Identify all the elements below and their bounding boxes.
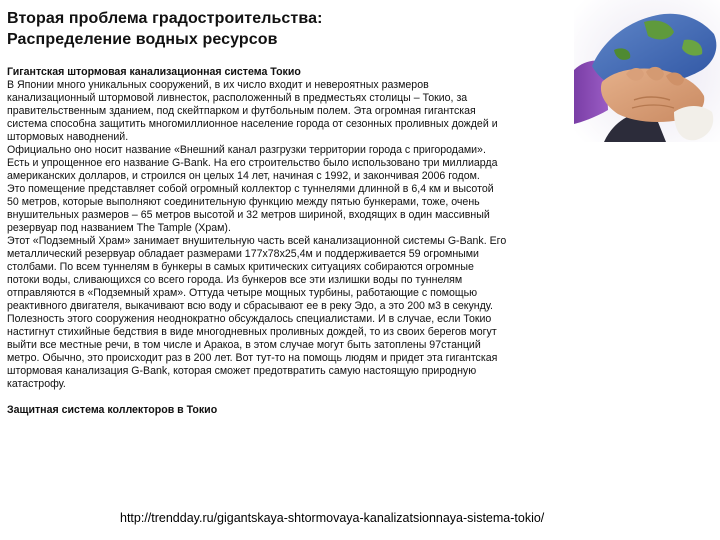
body-line: В Японии много уникальных сооружений, в их число входит и невероятных размеров bbox=[7, 79, 429, 91]
body-line: металлический резервуар обладает размерами 177х78х25,4м и поддерживается 59 огромными bbox=[7, 248, 479, 260]
body-line: правительственным зданием, под скейтпарком и футбольным полем. Эта огромная гигантская bbox=[7, 105, 476, 117]
title-line-2: Распределение водных ресурсов bbox=[7, 31, 278, 48]
body-line: Это помещение представляет собой огромный коллектор с туннелями длинной в 6,4 км и высотой bbox=[7, 183, 494, 195]
title-line-1: Вторая проблема градостроительства: bbox=[7, 10, 323, 27]
source-link[interactable]: http://trendday.ru/gigantskaya-shtormovaya-kanalizatsionnaya-sistema-tokio/ bbox=[120, 511, 545, 525]
body-line: система способна защитить многомиллионное население города от сезонных проливных дождей и bbox=[7, 118, 498, 130]
body-line: Официально оно носит название «Внешний канал разгрузки территории города с пригородами». bbox=[7, 144, 486, 156]
body-line: потоки воды, сливающихся со всего города. Из бункеров все эти излишки воды по туннелям bbox=[7, 274, 463, 286]
body-line: столбами. По всем туннелям в бункеры в самых критических ситуациях собираются огромные bbox=[7, 261, 474, 273]
body-line: резервуар под названием The Tample (Храм). bbox=[7, 222, 231, 234]
body-line: выйти все местные речи, в том числе и Аракоа, в этом случае могут быть затоплены 97станций bbox=[7, 339, 481, 351]
hands-globe-illustration bbox=[574, 0, 720, 142]
body-line: американских долларов, и строился он целых 14 лет, начиная с 1992, и закончивая 2006 годом. bbox=[7, 170, 480, 182]
body-line: 50 метров, которые выполняют соединительную функцию между пятью бункерами, тоже, очень bbox=[7, 196, 480, 208]
paragraph-gap bbox=[7, 391, 582, 404]
body-line: внушительных размеров – 65 метров высотой и 32 метров шириной, входящих в один массивный bbox=[7, 209, 490, 221]
body-line: канализационный штормовой ливнесток, расположенный в предместьях столицы – Токио, за bbox=[7, 92, 468, 104]
section-subheading: Защитная система коллекторов в Токио bbox=[7, 404, 218, 416]
body-line: Полезность этого сооружения неоднократно обсуждалось специалистами. И в случае, если Токио bbox=[7, 313, 492, 325]
body-line: реактивного двигателя, выкачивают всю воду и сбрасывают ее в реку Эдо, а это 200 м3 в секунду. bbox=[7, 300, 493, 312]
painted-hands-globe-image bbox=[574, 0, 720, 142]
body-line: метро. Обычно, это происходит раз в 200 лет. Вот тут-то на помощь людям и придет эта гигантская bbox=[7, 352, 498, 364]
body-line: отправляются в «Подземный храм». Оттуда четыре мощных турбины, работающие с помощью bbox=[7, 287, 478, 299]
article-body bbox=[7, 66, 582, 417]
body-line: Этот «Подземный Храм» занимает внушительную часть всей канализационной системы G-Bank. Его bbox=[7, 235, 507, 247]
body-line: настигнут стихийные бедствия в виде многодневных проливных дождей, то из своих берегов могут bbox=[7, 326, 497, 338]
body-line: штормовая канализация G-Bank, которая сможет предотвратить самую настоящую природную bbox=[7, 365, 477, 377]
slide-title bbox=[7, 8, 567, 50]
body-line: катастрофу. bbox=[7, 378, 66, 390]
body-line: Есть и упрощенное его название G-Bank. На его строительство было использовано три миллиарда bbox=[7, 157, 498, 169]
section-heading: Гигантская штормовая канализационная система Токио bbox=[7, 66, 301, 78]
body-line: штормовых наводнений. bbox=[7, 131, 129, 143]
